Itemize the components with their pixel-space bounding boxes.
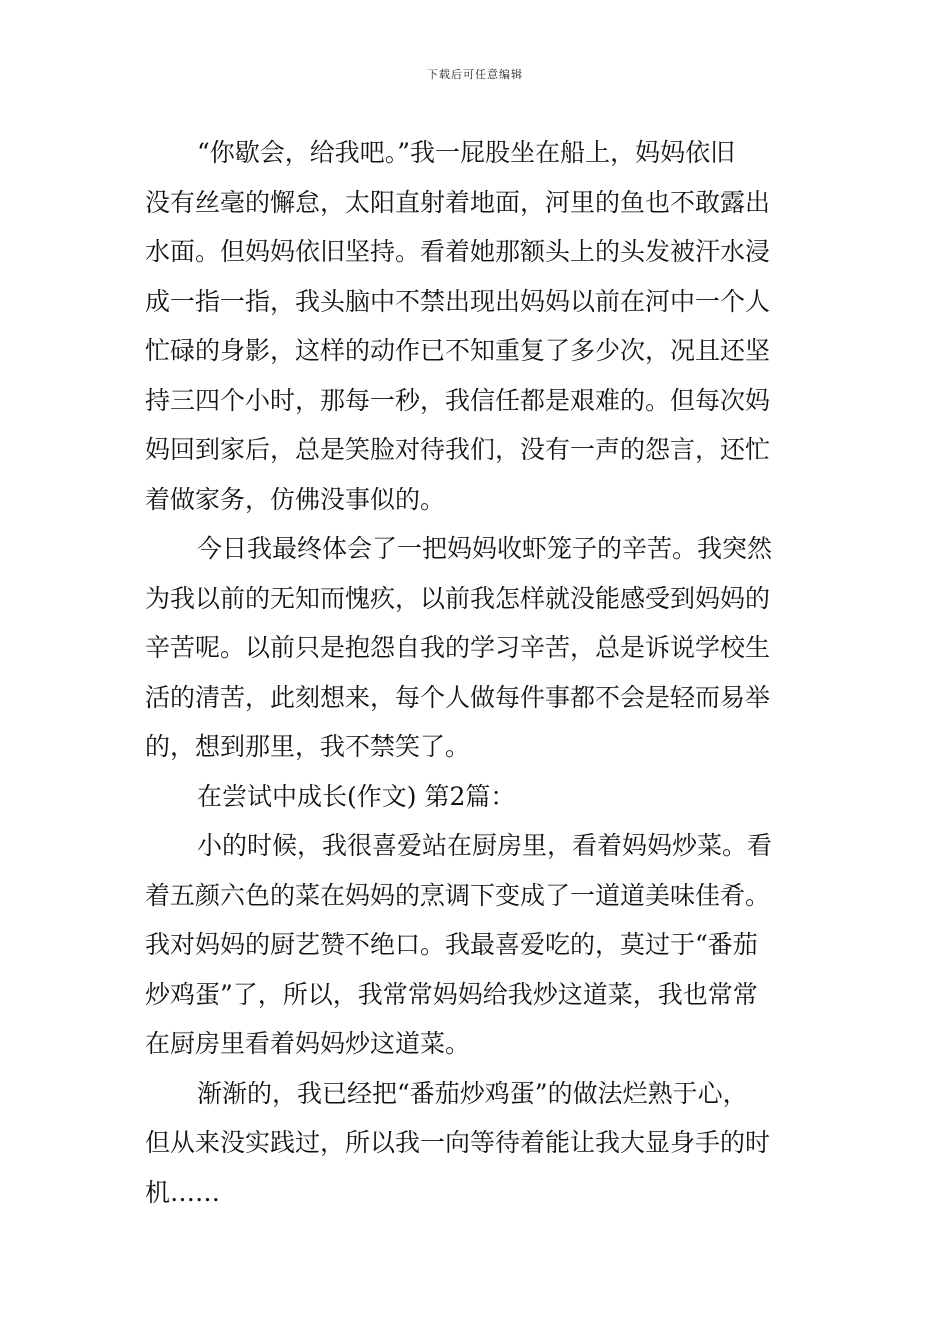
text-line: 没有丝毫的懈怠，太阳直射着地面，河里的鱼也不敢露出 <box>145 187 771 217</box>
text-line: “你歇会，给我吧。”我一屁股坐在船上，妈妈依旧 <box>197 138 736 167</box>
text-line: 小的时候，我很喜爱站在厨房里，看着妈妈炒菜。看 <box>197 831 773 860</box>
text-line: 我对妈妈的厨艺赞不绝口。我最喜爱吃的，莫过于“番茄 <box>145 930 758 959</box>
text-line: 在厨房里看着妈妈炒这道菜。 <box>145 1029 471 1058</box>
page-header: 下载后可任意编辑 <box>427 68 523 81</box>
text-line: 妈回到家后，总是笑脸对待我们，没有一声的怨言，还忙 <box>145 435 771 464</box>
document-body <box>145 128 811 1217</box>
text-line: 在尝试中成长(作文) 第2篇： <box>197 781 516 811</box>
text-line: 机…… <box>145 1177 221 1207</box>
text-line: 但从来没实践过，所以我一向等待着能让我大显身手的时 <box>145 1128 771 1157</box>
text-line: 炒鸡蛋”了，所以，我常常妈妈给我炒这道菜，我也常常 <box>145 979 758 1009</box>
text-line: 今日我最终体会了一把妈妈收虾笼子的辛苦。我突然 <box>197 534 773 563</box>
text-line: 持三四个小时，那每一秒，我信任都是艰难的。但每次妈 <box>145 385 771 415</box>
text-line: 着做家务，仿佛没事似的。 <box>145 484 446 514</box>
text-line: 水面。但妈妈依旧坚持。看着她那额头上的头发被汗水浸 <box>145 237 771 266</box>
text-line: 成一指一指，我头脑中不禁出现出妈妈以前在河中一个人 <box>145 286 771 316</box>
text-line: 着五颜六色的菜在妈妈的烹调下变成了一道道美味佳肴。 <box>145 880 771 910</box>
text-line: 的，想到那里，我不禁笑了。 <box>145 732 471 761</box>
text-line: 辛苦呢。以前只是抱怨自我的学习辛苦，总是诉说学校生 <box>145 633 771 662</box>
text-line: 忙碌的身影，这样的动作已不知重复了多少次，况且还坚 <box>145 336 771 365</box>
text-line: 渐渐的，我已经把“番茄炒鸡蛋”的做法烂熟于心， <box>197 1078 748 1108</box>
text-line: 活的清苦，此刻想来，每个人做每件事都不会是轻而易举 <box>145 682 771 712</box>
text-line: 为我以前的无知而愧疚，以前我怎样就没能感受到妈妈的 <box>145 583 771 613</box>
